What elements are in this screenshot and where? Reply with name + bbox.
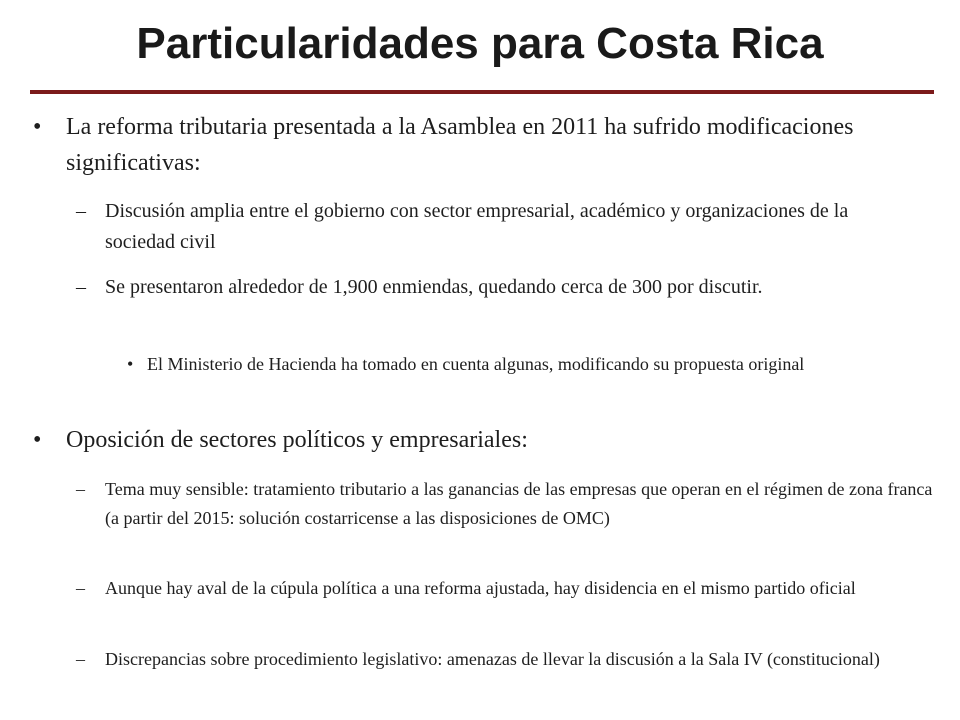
subbullet-discrepancias bbox=[76, 645, 925, 674]
subbullet-text: Discrepancias sobre procedimiento legislativo: amenazas de llevar la discusión a la Sala IV (constitucional) bbox=[105, 649, 880, 669]
subbullet-text: Tema muy sensible: tratamiento tributario a las ganancias de las empresas que operan en el régimen de zona franca (a partir del 2015: solución costarricense a las disposiciones de OMC) bbox=[105, 479, 933, 528]
dash-marker: – bbox=[76, 479, 85, 499]
dash-marker: – bbox=[76, 578, 85, 598]
slide-title: Particularidades para Costa Rica bbox=[136, 19, 824, 68]
bullet-marker: • bbox=[127, 354, 134, 374]
subbullet-discusion bbox=[76, 196, 885, 258]
dash-marker: – bbox=[76, 276, 86, 298]
bullet-text: Oposición de sectores políticos y empresariales: bbox=[66, 427, 528, 453]
subsubbullet-ministerio bbox=[127, 350, 907, 378]
bullet-reforma bbox=[33, 109, 926, 181]
bullet-oposicion bbox=[33, 422, 926, 458]
subsubbullet-text: El Ministerio de Hacienda ha tomado en cuenta algunas, modificando su propuesta original bbox=[147, 354, 805, 374]
subbullet-enmiendas bbox=[76, 272, 915, 303]
subbullet-text: Aunque hay aval de la cúpula política a una reforma ajustada, hay disidencia en el mismo partido oficial bbox=[105, 578, 856, 598]
dash-marker: – bbox=[76, 649, 85, 669]
bullet-marker: • bbox=[33, 427, 42, 453]
bullet-marker: • bbox=[33, 114, 42, 140]
subbullet-tema-sensible bbox=[76, 475, 940, 533]
bullet-text: La reforma tributaria presentada a la Asamblea en 2011 ha sufrido modificaciones significativas: bbox=[66, 114, 854, 176]
subbullet-text: Discusión amplia entre el gobierno con sector empresarial, académico y organizaciones de la sociedad civil bbox=[105, 200, 849, 253]
subbullet-aval bbox=[76, 574, 930, 603]
dash-marker: – bbox=[76, 200, 86, 222]
subbullet-text: Se presentaron alrededor de 1,900 enmiendas, quedando cerca de 300 por discutir. bbox=[105, 276, 763, 298]
